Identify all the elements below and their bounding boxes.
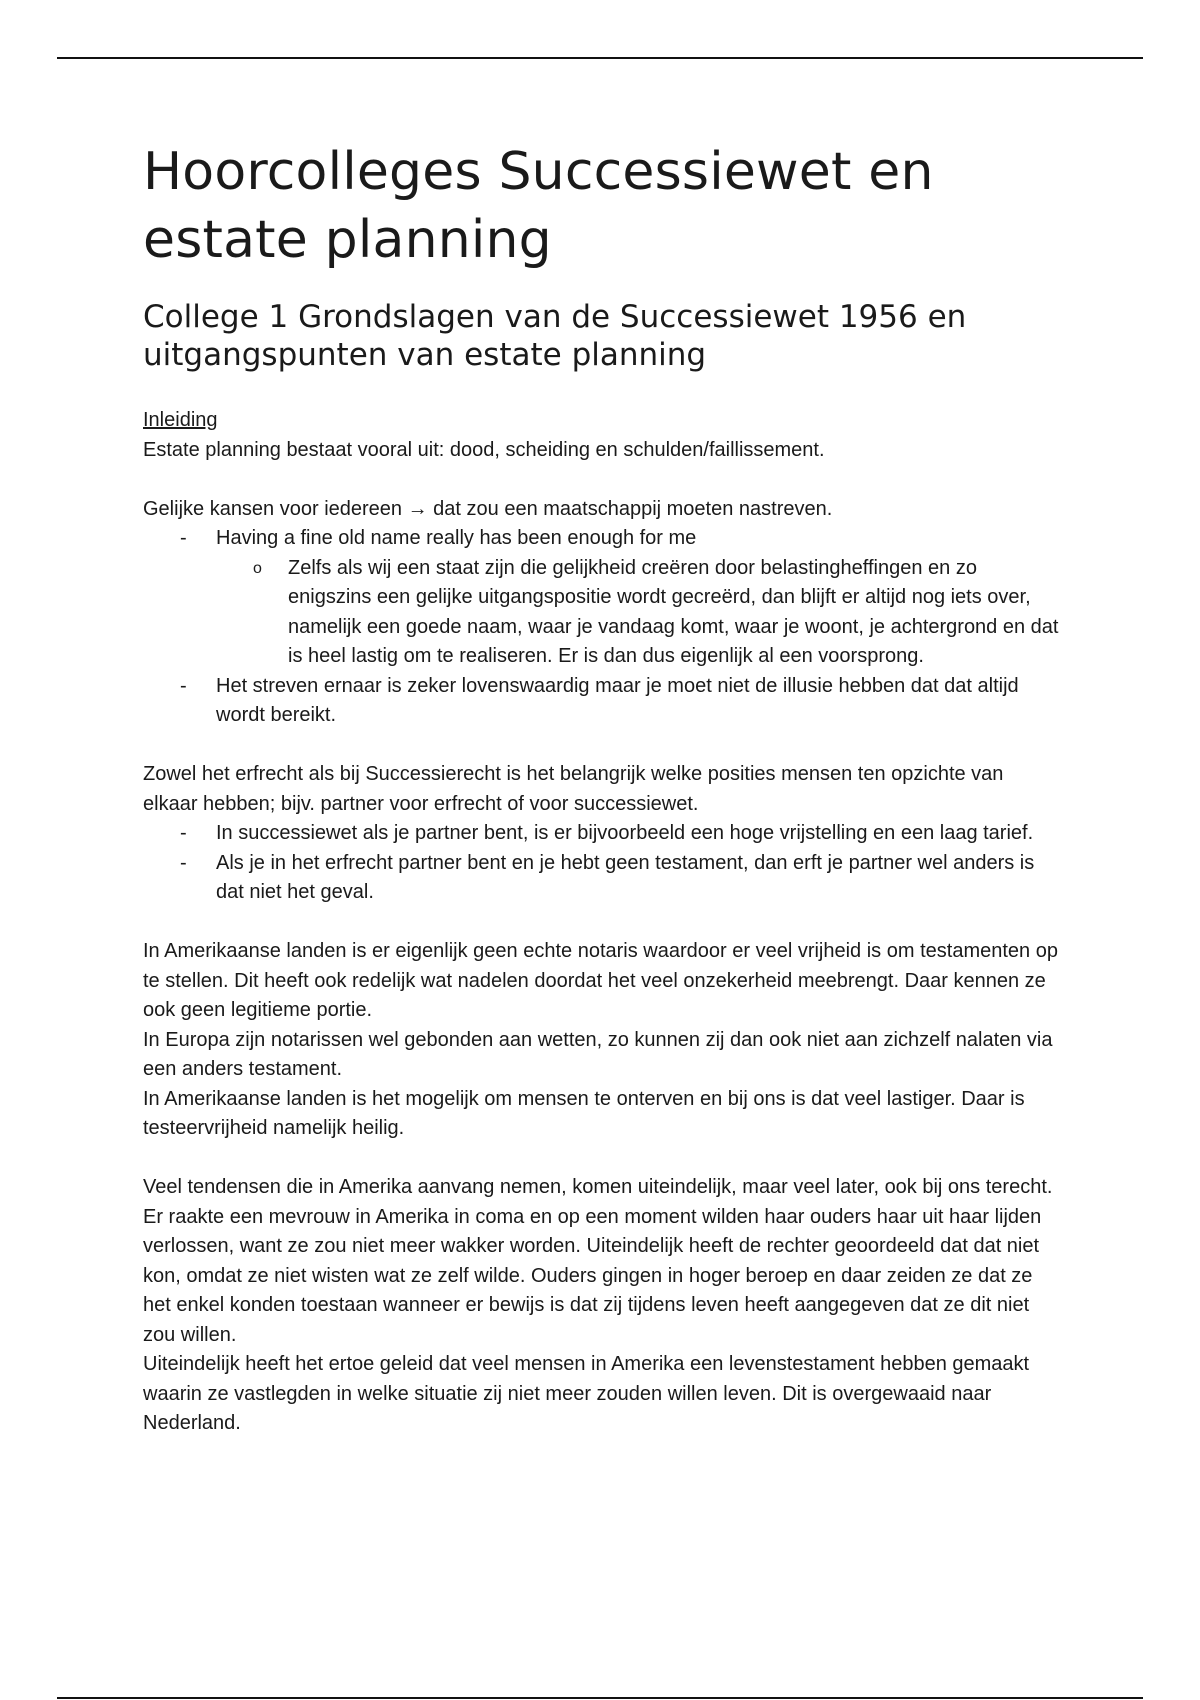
list-item (180, 524, 1063, 672)
paragraph: In Amerikaanse landen is het mogelijk om mensen te onterven en bij ons is dat veel lastiger. Daar is testeervrijheid namelijk heilig. (143, 1087, 1025, 1139)
paragraph: In Europa zijn notarissen wel gebonden aan wetten, zo kunnen zij dan ook niet aan zichzelf nalaten via een anders testament. (143, 1028, 1053, 1080)
document-page (143, 138, 1063, 1439)
dash-bullet: - (180, 527, 187, 549)
section-heading: Inleiding (143, 409, 218, 431)
paragraph: Veel tendensen die in Amerika aanvang nemen, komen uiteindelijk, maar veel later, ook bij ons terecht. (143, 1176, 1053, 1198)
paragraph: Gelijke kansen voor iedereen → dat zou een maatschappij moeten nastreven. (143, 497, 833, 520)
circle-bullet: o (253, 559, 262, 577)
list-item (180, 819, 1063, 849)
paragraph: Uiteindelijk heeft het ertoe geleid dat veel mensen in Amerika een levenstestament hebben gemaakt waarin ze vastlegden in welke situatie zij niet meer zouden willen leven. Dit is overgewaaid naar Nederland. (143, 1353, 1030, 1434)
dash-bullet: - (180, 822, 187, 844)
list-item (253, 554, 1063, 672)
list-item-text: In successiewet als je partner bent, is er bijvoorbeeld een hoge vrijstelling en een laag tarief. (216, 822, 1034, 844)
top-rule (57, 57, 1143, 59)
sub-bullet-list (216, 554, 1063, 672)
bullet-list (143, 524, 1063, 731)
list-item-text: Het streven ernaar is zeker lovenswaardig maar je moet niet de illusie hebben dat dat altijd wordt bereikt. (216, 674, 1019, 726)
list-item-text: Having a fine old name really has been enough for me (216, 527, 697, 549)
list-item (180, 849, 1063, 908)
document-body (143, 406, 1063, 1439)
document-subtitle: College 1 Grondslagen van de Successiewet 1956 en uitgangspunten van estate planning (143, 299, 967, 373)
paragraph: Er raakte een mevrouw in Amerika in coma en op een moment wilden haar ouders haar uit haar lijden verlossen, want ze zou niet meer wakker worden. Uiteindelijk heeft de rechter geoordeeld dat dat niet kon, omdat ze niet wisten wat ze zelf wilde. Ouders gingen in hoger beroep en daar zeiden ze dat ze het enkel konden toestaan wanneer er bewijs is dat zij tijdens leven heeft aangegeven dat ze dit niet zou willen. (143, 1205, 1042, 1346)
dash-bullet: - (180, 851, 187, 874)
list-item-text: Zelfs als wij een staat zijn die gelijkheid creëren door belastingheffingen en zo enigszins een gelijke uitgangspositie wordt gecreërd, dan blijft er altijd nog iets over, namelijk een goede naam, waar je vandaag komt, waar je woont, je achtergrond en dat is heel lastig om te realiseren. Er is dan dus eigenlijk al een voorsprong. (288, 556, 1059, 667)
list-item (180, 672, 1063, 731)
paragraph: Zowel het erfrecht als bij Successierecht is het belangrijk welke posities mensen ten opzichte van elkaar hebben; bijv. partner voor erfrecht of voor successiewet. (143, 763, 1004, 815)
bullet-list (143, 819, 1063, 908)
document-title: Hoorcolleges Successiewet en estate planning (143, 142, 934, 270)
bottom-rule (57, 1697, 1143, 1699)
list-item-text: Als je in het erfrecht partner bent en je hebt geen testament, dan erft je partner wel anders is dat niet het geval. (216, 851, 1035, 903)
paragraph: Estate planning bestaat vooral uit: dood, scheiding en schulden/faillissement. (143, 438, 825, 461)
paragraph: In Amerikaanse landen is er eigenlijk geen echte notaris waardoor er veel vrijheid is om testamenten op te stellen. Dit heeft ook redelijk wat nadelen doordat het veel onzekerheid meebrengt. Daar kennen ze ook geen legitieme portie. (143, 940, 1058, 1021)
dash-bullet: - (180, 674, 187, 697)
